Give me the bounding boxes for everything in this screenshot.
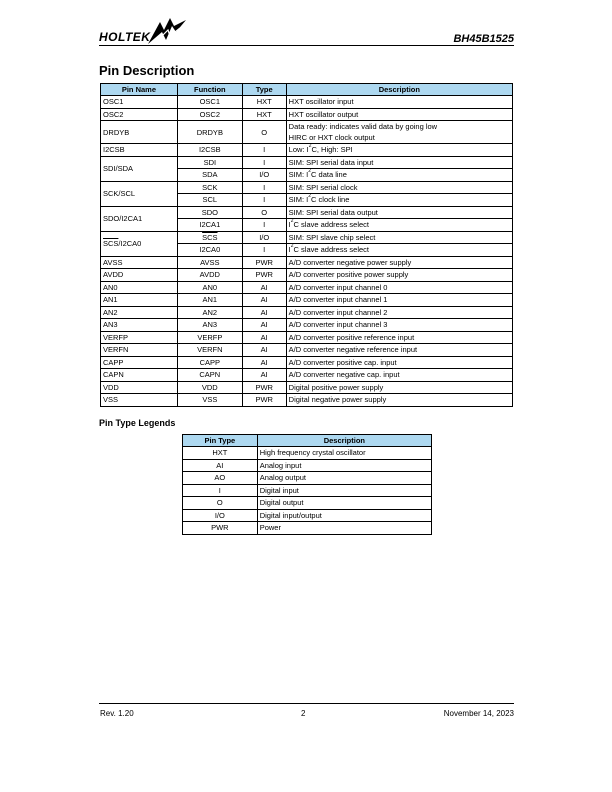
section-title: Pin Description — [99, 63, 195, 78]
description-cell: A/D converter input channel 3 — [286, 319, 512, 332]
legend-description-cell: High frequency crystal oscillator — [257, 447, 431, 460]
description-cell — [286, 219, 512, 232]
type-cell: I/O — [242, 231, 286, 244]
pin-type-cell: I — [183, 484, 258, 497]
description-text: C clock line — [311, 195, 350, 205]
function-cell: VDD — [177, 381, 242, 394]
description-cell: SIM: SPI serial data input — [286, 156, 512, 169]
description-cell: A/D converter negative power supply — [286, 256, 512, 269]
table-row — [101, 181, 513, 194]
description-text: C data line — [311, 170, 347, 180]
function-cell: I2CA0 — [177, 244, 242, 257]
pin-name-cell: AVSS — [101, 256, 178, 269]
description-cell — [286, 194, 512, 207]
footer-divider — [99, 703, 514, 704]
table-row — [101, 356, 513, 369]
type-cell: AI — [242, 294, 286, 307]
description-cell: A/D converter input channel 2 — [286, 306, 512, 319]
superscript: 2 — [308, 168, 312, 175]
pin-name-cell: DRDYB — [101, 121, 178, 144]
description-cell — [286, 144, 512, 157]
legend-description-cell: Digital input — [257, 484, 431, 497]
description-text: I — [288, 220, 291, 230]
legend-description-cell: Digital input/output — [257, 509, 431, 522]
description-cell: A/D converter positive reference input — [286, 331, 512, 344]
logo-text: HOLTEK — [99, 30, 151, 44]
function-cell: I2CA1 — [177, 219, 242, 232]
pin-name-cell: OSC1 — [101, 96, 178, 109]
pin-name-cell: CAPN — [101, 369, 178, 382]
legend-description-cell: Analog input — [257, 459, 431, 472]
function-cell: CAPP — [177, 356, 242, 369]
type-cell: HXT — [242, 96, 286, 109]
pin-name-cell: AN0 — [101, 281, 178, 294]
description-cell: A/D converter input channel 0 — [286, 281, 512, 294]
footer-revision: Rev. 1.20 — [100, 709, 134, 718]
type-cell: PWR — [242, 256, 286, 269]
function-cell: OSC2 — [177, 108, 242, 121]
function-cell: VERFN — [177, 344, 242, 357]
table-row — [101, 156, 513, 169]
footer-date: November 14, 2023 — [443, 709, 514, 718]
pin-name-cell: SDI/SDA — [101, 156, 178, 181]
description-cell: A/D converter negative cap. input — [286, 369, 512, 382]
header-divider — [99, 45, 514, 46]
table-row — [101, 231, 513, 244]
function-cell: SDI — [177, 156, 242, 169]
type-cell: I — [242, 144, 286, 157]
function-cell: AN0 — [177, 281, 242, 294]
type-cell: AI — [242, 331, 286, 344]
table-row — [101, 96, 513, 109]
legend-title: Pin Type Legends — [99, 418, 176, 428]
table-row — [101, 269, 513, 282]
table-row — [101, 206, 513, 219]
table-row — [101, 306, 513, 319]
type-cell: I — [242, 194, 286, 207]
pin-name-cell: SCK/SCL — [101, 181, 178, 206]
holtek-logo — [99, 16, 189, 46]
pin-name-cell: AN3 — [101, 319, 178, 332]
pin-description-table — [100, 83, 513, 407]
type-cell: HXT — [242, 108, 286, 121]
description-cell: Digital negative power supply — [286, 394, 512, 407]
pin-name-rest: /I2CA0 — [118, 239, 142, 248]
table-row — [101, 144, 513, 157]
table-row — [101, 369, 513, 382]
column-header: Description — [286, 84, 512, 96]
pin-type-cell: PWR — [183, 522, 258, 535]
description-cell: SIM: SPI serial data output — [286, 206, 512, 219]
pin-type-cell: AI — [183, 459, 258, 472]
legend-description-cell: Digital output — [257, 497, 431, 510]
pin-type-cell: O — [183, 497, 258, 510]
function-cell: SDA — [177, 169, 242, 182]
function-cell: I2CSB — [177, 144, 242, 157]
description-cell: A/D converter positive power supply — [286, 269, 512, 282]
function-cell: AN3 — [177, 319, 242, 332]
description-text: C, High: SPI — [311, 145, 353, 155]
table-row — [183, 447, 432, 460]
table-header-row — [101, 84, 513, 96]
pin-name-cell: AN2 — [101, 306, 178, 319]
column-header: Type — [242, 84, 286, 96]
pin-name-cell: OSC2 — [101, 108, 178, 121]
pin-name-cell: VDD — [101, 381, 178, 394]
table-row — [101, 331, 513, 344]
pin-name-cell: I2CSB — [101, 144, 178, 157]
table-header-row — [183, 435, 432, 447]
type-cell: O — [242, 206, 286, 219]
pin-type-cell: I/O — [183, 509, 258, 522]
type-cell: I — [242, 156, 286, 169]
pin-name-cell: SDO/I2CA1 — [101, 206, 178, 231]
function-cell: SCL — [177, 194, 242, 207]
type-cell: AI — [242, 306, 286, 319]
column-header: Pin Name — [101, 84, 178, 96]
table-row — [183, 497, 432, 510]
description-line: Data ready: indicates valid data by going low — [288, 122, 438, 131]
function-cell: AVSS — [177, 256, 242, 269]
table-row — [101, 294, 513, 307]
pin-type-cell: AO — [183, 472, 258, 485]
type-cell: AI — [242, 281, 286, 294]
table-row — [183, 509, 432, 522]
pin-name-cell: AN1 — [101, 294, 178, 307]
function-cell: VERFP — [177, 331, 242, 344]
type-cell: AI — [242, 319, 286, 332]
type-cell: I — [242, 219, 286, 232]
function-cell: DRDYB — [177, 121, 242, 144]
description-text: SIM: I — [288, 195, 309, 205]
type-cell: I — [242, 181, 286, 194]
column-header: Pin Type — [183, 435, 258, 447]
table-row — [101, 108, 513, 121]
type-cell: I — [242, 244, 286, 257]
superscript: 2 — [290, 218, 294, 225]
table-row — [183, 522, 432, 535]
column-header: Function — [177, 84, 242, 96]
type-cell: AI — [242, 356, 286, 369]
superscript: 2 — [290, 243, 294, 250]
function-cell: AN2 — [177, 306, 242, 319]
function-cell: AVDD — [177, 269, 242, 282]
pin-name-cell: AVDD — [101, 269, 178, 282]
table-row — [101, 121, 513, 144]
table-row — [101, 319, 513, 332]
description-cell: A/D converter input channel 1 — [286, 294, 512, 307]
type-cell: AI — [242, 344, 286, 357]
part-number: BH45B1525 — [453, 33, 514, 45]
page-header — [99, 14, 514, 46]
description-text: Low: I — [288, 145, 309, 155]
pin-type-legend-table — [182, 434, 432, 535]
function-cell: SDO — [177, 206, 242, 219]
table-row — [101, 344, 513, 357]
pin-name-cell: CAPP — [101, 356, 178, 369]
function-cell — [177, 231, 242, 244]
pin-name-cell — [101, 231, 178, 256]
table-row — [101, 256, 513, 269]
function-cell: AN1 — [177, 294, 242, 307]
legend-description-cell: Power — [257, 522, 431, 535]
function-cell: SCK — [177, 181, 242, 194]
pin-name-cell: VERFN — [101, 344, 178, 357]
legend-description-cell: Analog output — [257, 472, 431, 485]
function-overline: $\overline{SCS}$ — [202, 232, 218, 242]
superscript: 2 — [308, 193, 312, 200]
description-text: C slave address select — [293, 245, 369, 255]
function-cell: CAPN — [177, 369, 242, 382]
description-cell: A/D converter positive cap. input — [286, 356, 512, 369]
table-row — [183, 459, 432, 472]
pin-name-cell: VERFP — [101, 331, 178, 344]
pin-type-cell: HXT — [183, 447, 258, 460]
table-row — [101, 281, 513, 294]
description-cell: SIM: SPI slave chip select — [286, 231, 512, 244]
type-cell: PWR — [242, 394, 286, 407]
table-row — [183, 472, 432, 485]
description-text: SIM: I — [288, 170, 309, 180]
column-header: Description — [257, 435, 431, 447]
pin-name-overline: $\overline{SCS}$ — [103, 239, 119, 248]
type-cell: I/O — [242, 169, 286, 182]
type-cell: AI — [242, 369, 286, 382]
table-row — [101, 381, 513, 394]
description-cell: Digital positive power supply — [286, 381, 512, 394]
logo-mark-icon — [146, 16, 188, 46]
footer-page-number: 2 — [301, 709, 306, 718]
function-cell: OSC1 — [177, 96, 242, 109]
description-text: C slave address select — [293, 220, 369, 230]
table-row — [183, 484, 432, 497]
description-cell — [286, 121, 512, 144]
description-cell: SIM: SPI serial clock — [286, 181, 512, 194]
function-cell: VSS — [177, 394, 242, 407]
type-cell: PWR — [242, 381, 286, 394]
type-cell: PWR — [242, 269, 286, 282]
pin-name-cell: VSS — [101, 394, 178, 407]
description-cell: HXT oscillator input — [286, 96, 512, 109]
description-cell — [286, 169, 512, 182]
description-line: HIRC or HXT clock output — [288, 133, 375, 142]
description-text: I — [288, 245, 291, 255]
table-row — [101, 394, 513, 407]
description-cell — [286, 244, 512, 257]
type-cell: O — [242, 121, 286, 144]
description-cell: HXT oscillator output — [286, 108, 512, 121]
superscript: 2 — [308, 143, 312, 150]
description-cell: A/D converter negative reference input — [286, 344, 512, 357]
